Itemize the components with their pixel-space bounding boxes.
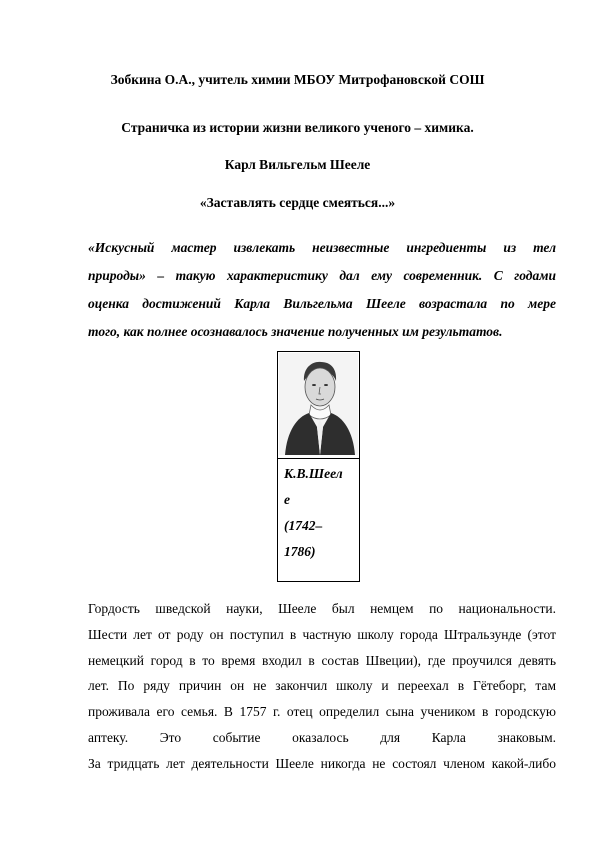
intro-line: «Искусный мастер извлекать неизвестные ингредиенты из тел — [88, 240, 556, 255]
body-line: За тридцать лет деятельности Шееле никогда не состоял членом какой-либо — [88, 755, 556, 771]
author-line: Зобкина О.А., учитель химии МБОУ Митрофановской СОШ — [110, 72, 485, 87]
subtitle-line: Страничка из истории жизни великого ученого – химика. — [121, 120, 474, 135]
body-line: немецкий город в то время входил в состав Швеции), где проучился девять — [88, 652, 556, 668]
intro-paragraph — [88, 234, 556, 346]
quote-title: «Заставлять сердце смеяться...» — [199, 195, 396, 210]
body-line: Гордость шведской науки, Шееле был немцем по национальности. — [88, 601, 556, 616]
intro-line: оценка достижений Карла Вильгельма Шееле возрастала по мере — [88, 296, 556, 311]
body-line: Шести лет от роду он поступил в частную школу города Штральзунде (этот — [88, 626, 556, 642]
portrait-figure — [277, 351, 360, 582]
caption-line: (1742– — [284, 518, 323, 533]
intro-line: природы» – такую характеристику дал ему современник. С годами — [88, 268, 556, 283]
caption-line: е — [284, 492, 290, 507]
caption-line: К.В.Шеел — [284, 466, 343, 481]
portrait-caption — [284, 461, 358, 565]
figure-divider — [278, 458, 359, 459]
body-line: лет. По ряду причин он не закончил школу и переехал в Гётеборг, там — [88, 678, 556, 694]
caption-line: 1786) — [284, 544, 316, 559]
body-line: аптеку. Это событие оказалось для Карла знаковым. — [88, 729, 556, 745]
portrait-image — [279, 353, 358, 455]
scientist-name: Карл Вильгельм Шееле — [224, 157, 371, 172]
intro-line: того, как полнее осознавалось значение полученных им результатов. — [88, 324, 503, 339]
body-paragraph — [88, 596, 556, 777]
body-line: проживала его семья. В 1757 г. отец определил сына учеником в городскую — [88, 704, 556, 720]
